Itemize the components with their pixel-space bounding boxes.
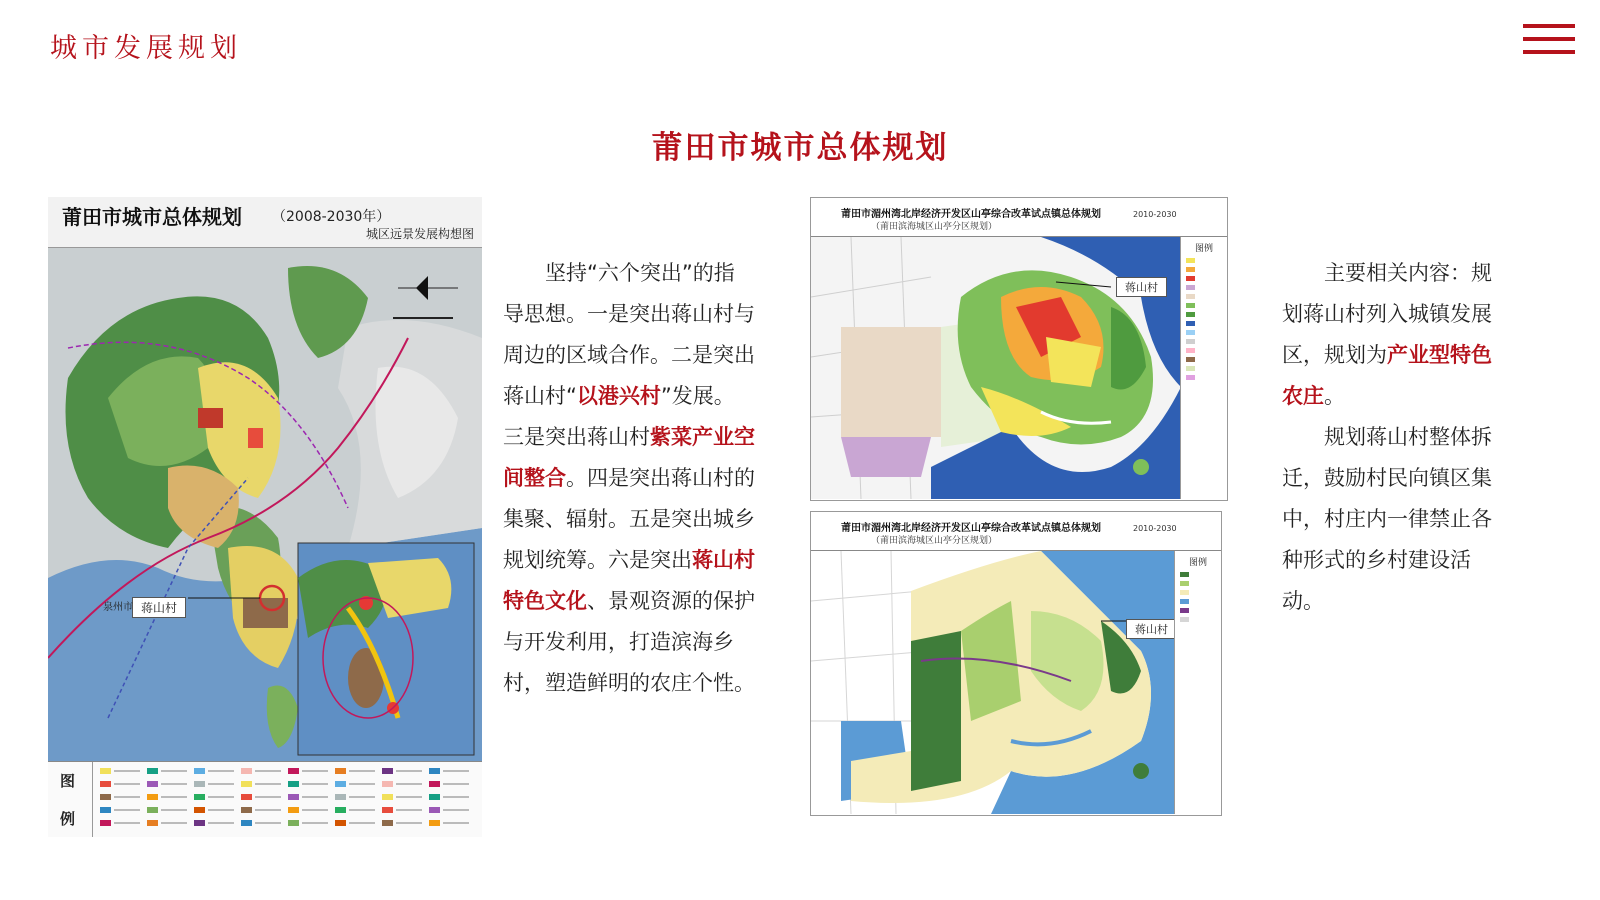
village-label: 蒋山村 — [1126, 619, 1177, 639]
plan-summary-text: 主要相关内容：规划蒋山村列入城镇发展区，规划为产业型特色农庄。 规划蒋山村整体拆迁，鼓励村民向镇区集中，村庄内一律禁止各种形式的乡村建设活动。 — [1282, 261, 1492, 613]
village-label: 蒋山村 — [1116, 277, 1167, 297]
legend-title: 图例 — [1194, 244, 1213, 254]
map-years: 2010-2030 — [1133, 210, 1177, 219]
town-spatial-control-map — [810, 511, 1222, 816]
map-header — [811, 512, 1221, 551]
map-title: 莆田市城市总体规划 — [62, 205, 242, 229]
page-title: 莆田市城市总体规划 — [651, 130, 949, 166]
map-subtitle: （莆田滨海城区山亭分区规划） — [871, 222, 998, 232]
map-image — [48, 248, 482, 761]
map-legend — [1174, 551, 1221, 814]
map-subtitle: 城区远景发展构想图 — [365, 227, 474, 241]
map-header — [48, 197, 482, 248]
map-title: 莆田市湄州湾北岸经济开发区山亭综合改革试点镇总体规划 — [841, 523, 1101, 534]
map-years: （2008-2030年） — [272, 209, 391, 225]
map-image — [811, 551, 1221, 814]
map-years: 2010-2030 — [1133, 524, 1177, 533]
header-title: 城市发展规划 — [50, 33, 242, 64]
hamburger-menu-icon[interactable] — [1523, 24, 1575, 62]
map-legend — [1180, 237, 1227, 499]
city-master-plan-map — [48, 197, 482, 837]
legend-title-2: 例 — [60, 810, 76, 828]
map-subtitle: （莆田滨海城区山亭分区规划） — [871, 536, 998, 546]
town-master-plan-map — [810, 197, 1228, 501]
map-legend — [48, 761, 482, 837]
city-label: 泉州市 — [103, 602, 133, 613]
strategy-text: 坚持“六个突出”的指导思想。一是突出蒋山村与周边的区域合作。二是突出蒋山村“以港兴村”发展。三是突出蒋山村紫菜产业空间整合。四是突出蒋山村的集聚、辐射。五是突出城乡规划统筹。六是突出蒋山村特色文化、景观资源的保护与开发利用，打造滨海乡村，塑造鲜明的农庄个性。 — [503, 261, 755, 695]
map-header — [811, 198, 1227, 237]
legend-swatches — [100, 768, 478, 832]
map-title: 莆田市湄州湾北岸经济开发区山亭综合改革试点镇总体规划 — [841, 209, 1101, 220]
village-label: 蒋山村 — [132, 597, 186, 618]
map-image — [811, 237, 1227, 499]
legend-title-1: 图 — [60, 772, 76, 790]
legend-title: 图例 — [1188, 558, 1207, 568]
